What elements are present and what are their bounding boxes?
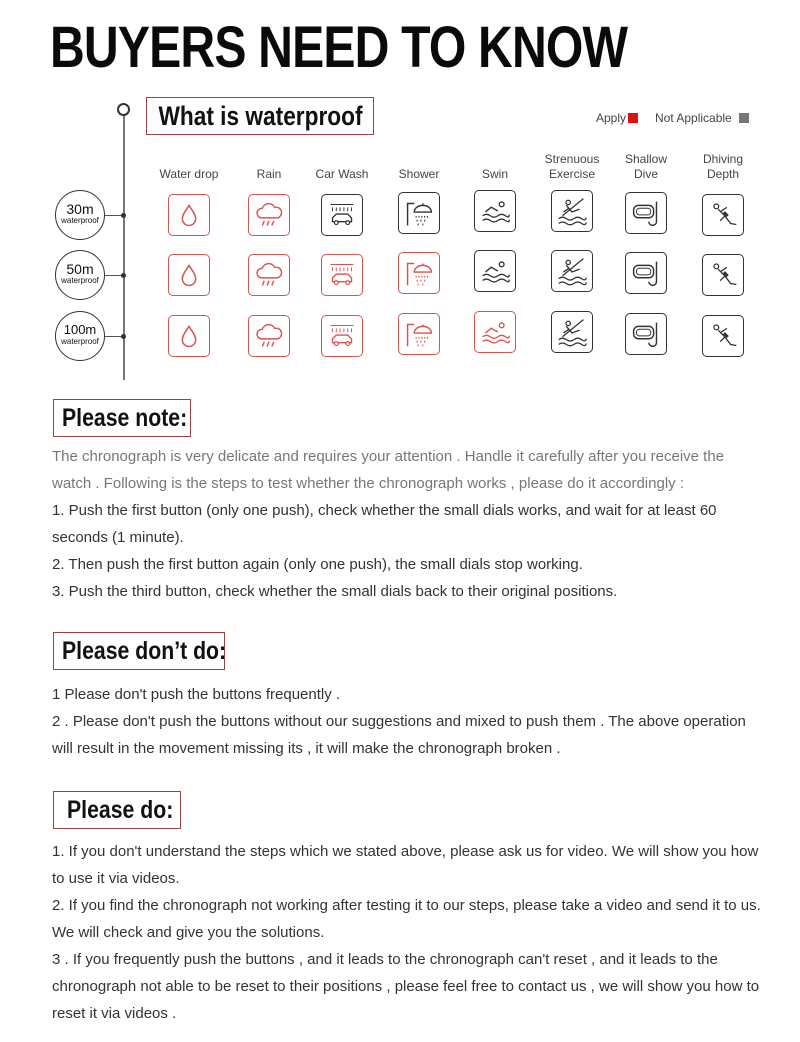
list-item: 2 . Please don't push the buttons without our suggestions and mixed to push them . The above operation will result in the movement missing its , it will make the chronograph broken . xyxy=(52,713,746,757)
dont-list xyxy=(52,681,762,762)
main-title: BUYERS NEED TO KNOW xyxy=(50,15,628,80)
note-title-box xyxy=(53,399,191,437)
column-label: Car Wash xyxy=(315,167,369,181)
timeline-dot xyxy=(117,103,130,116)
column-label: Shower xyxy=(398,167,440,181)
note-list xyxy=(52,497,762,605)
diver-icon xyxy=(702,254,744,296)
list-item: 1 Please don't push the buttons frequently . xyxy=(52,686,341,703)
swimmer-icon xyxy=(474,190,516,232)
note-intro: The chronograph is very delicate and requires your attention . Handle it carefully after you receive the watch . Following is the steps to test whether the chronograph works , please do it accordingly : xyxy=(52,448,725,492)
swimmer-icon xyxy=(474,311,516,353)
legend-not-applicable xyxy=(655,111,749,125)
row-connector-dot xyxy=(121,273,126,278)
shower-icon xyxy=(398,252,440,294)
list-item: 1. Push the first button (only one push), check whether the small dials works, and wait for at least 60 seconds (1 minute). xyxy=(52,502,717,546)
shower-icon xyxy=(398,313,440,355)
water-drop-icon xyxy=(168,194,210,236)
list-item: 2. Then push the first button again (only one push), the small dials stop working. xyxy=(52,556,583,573)
column-label: Dhiving Depth xyxy=(702,152,744,181)
waterproof-title: What is waterproof xyxy=(157,100,363,131)
column-label: Shallow Dive xyxy=(624,152,668,181)
rain-cloud-icon xyxy=(248,315,290,357)
water-drop-icon xyxy=(168,254,210,296)
car-wash-icon xyxy=(321,194,363,236)
waterproof-rating-badge: 50m waterproof xyxy=(55,250,105,300)
list-item: 2. If you find the chronograph not working after testing it to our steps, please take a video and send it to us. We will check and give you the solutions. xyxy=(52,897,761,941)
dont-title-box xyxy=(53,632,225,670)
car-wash-icon xyxy=(321,315,363,357)
legend-apply xyxy=(596,111,638,125)
dont-title: Please don’t do: xyxy=(62,636,227,665)
row-connector-dot xyxy=(121,213,126,218)
list-item: 3 . If you frequently push the buttons , and it leads to the chronograph can't reset , and it leads to the chronograph not able to be reset to their positions , please feel free to contact us , we will show you how to reset it via videos . xyxy=(52,951,760,1022)
legend-na-label: Not Applicable xyxy=(655,111,732,125)
legend-apply-label: Apply xyxy=(596,111,627,125)
rain-cloud-icon xyxy=(248,194,290,236)
column-label: Strenuous Exercise xyxy=(544,152,600,181)
do-list xyxy=(52,838,762,1027)
do-title: Please do: xyxy=(67,795,174,824)
note-title: Please note: xyxy=(62,403,188,432)
list-item: 3. Push the third button, check whether the small dials back to their original positions. xyxy=(52,583,618,600)
shower-icon xyxy=(398,192,440,234)
car-wash-icon xyxy=(321,254,363,296)
column-label: Water drop xyxy=(159,167,219,181)
do-title-box xyxy=(53,791,181,829)
snorkel-mask-icon xyxy=(625,313,667,355)
surfer-icon xyxy=(551,250,593,292)
legend-na-swatch xyxy=(739,113,749,123)
snorkel-mask-icon xyxy=(625,192,667,234)
surfer-icon xyxy=(551,311,593,353)
waterproof-rating-badge: 30m waterproof xyxy=(55,190,105,240)
column-label: Rain xyxy=(256,167,282,181)
waterproof-title-box xyxy=(146,97,374,135)
water-drop-icon xyxy=(168,315,210,357)
row-connector-dot xyxy=(121,334,126,339)
legend-apply-swatch xyxy=(628,113,638,123)
diver-icon xyxy=(702,194,744,236)
diver-icon xyxy=(702,315,744,357)
snorkel-mask-icon xyxy=(625,252,667,294)
timeline-line xyxy=(123,114,125,380)
column-label: Swin xyxy=(481,167,508,181)
rain-cloud-icon xyxy=(248,254,290,296)
list-item: 1. If you don't understand the steps which we stated above, please ask us for video. We will show you how to use it via videos. xyxy=(52,843,759,887)
surfer-icon xyxy=(551,190,593,232)
swimmer-icon xyxy=(474,250,516,292)
waterproof-rating-badge: 100m waterproof xyxy=(55,311,105,361)
